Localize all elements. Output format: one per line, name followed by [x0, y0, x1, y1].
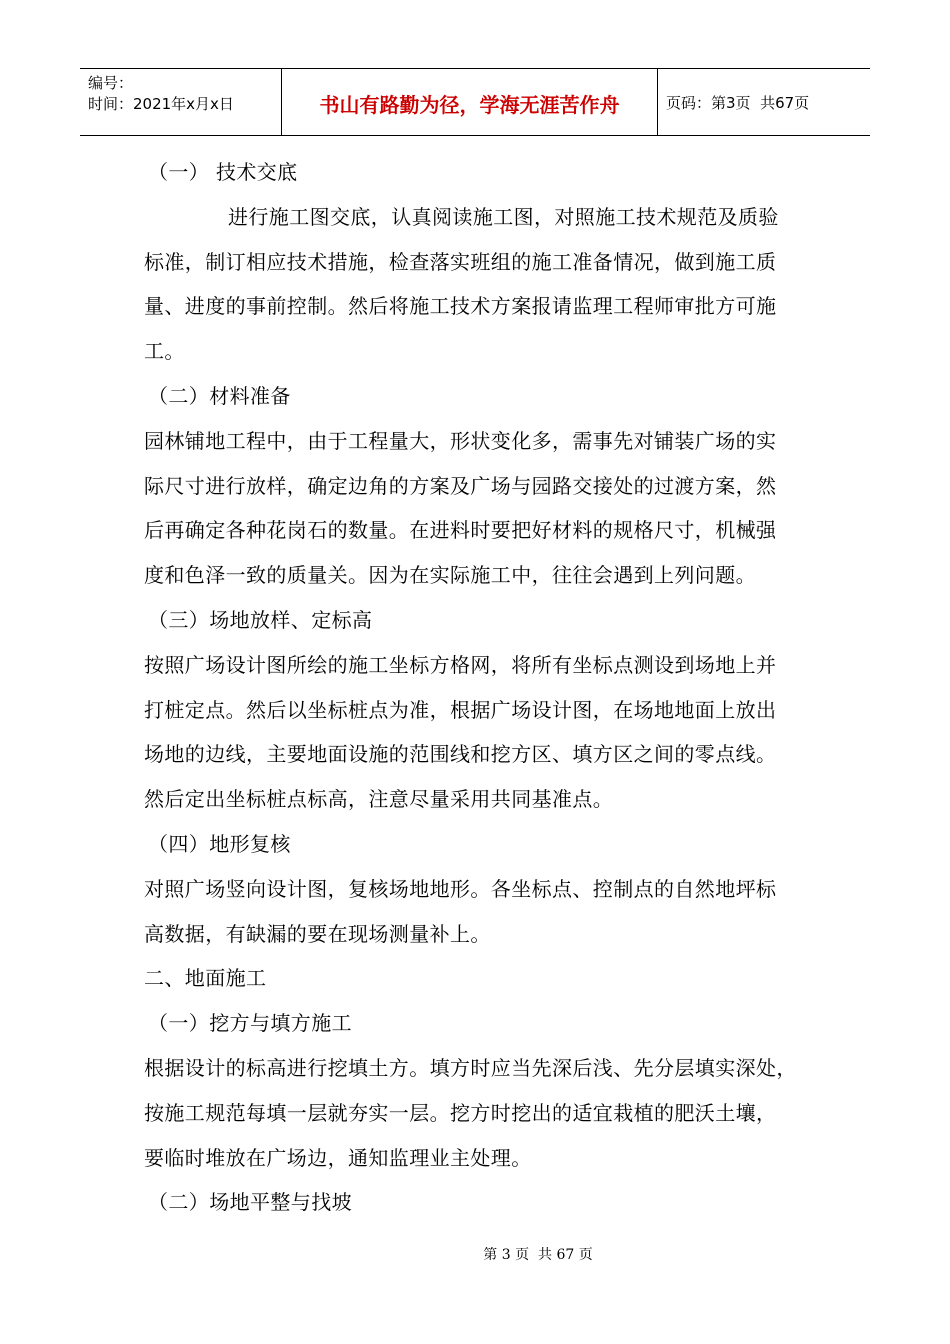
- section-heading: （四）地形复核: [148, 831, 291, 856]
- paragraph-line: 要临时堆放在广场边，通知监理业主处理。: [144, 1145, 532, 1170]
- document-header: [80, 68, 870, 136]
- paragraph-line: 高数据，有缺漏的要在现场测量补上。: [144, 921, 491, 946]
- footer-page-number: 第 3 页 共 67 页: [483, 1247, 593, 1263]
- paragraph-line: 进行施工图交底，认真阅读施工图，对照施工技术规范及质验: [228, 204, 779, 229]
- paragraph-line: 然后定出坐标桩点标高，注意尽量采用共同基准点。: [144, 787, 614, 812]
- paragraph-line: 度和色泽一致的质量关。因为在实际施工中，往往会遇到上列问题。: [144, 563, 756, 588]
- paragraph-line: 对照广场竖向设计图，复核场地地形。各坐标点、控制点的自然地坪标: [144, 876, 777, 901]
- code-label: 编号：: [88, 74, 134, 92]
- paragraph-line: 量、进度的事前控制。然后将施工技术方案报请监理工程师审批方可施: [144, 294, 777, 319]
- paragraph-line: 按施工规范每填一层就夯实一层。挖方时挖出的适宜栽植的肥沃土壤，: [144, 1100, 777, 1125]
- paragraph-line: 际尺寸进行放样，确定边角的方案及广场与园路交接处的过渡方案，然: [144, 473, 777, 498]
- header-meta-cell: [80, 69, 282, 135]
- paragraph-line: 园林铺地工程中，由于工程量大，形状变化多，需事先对铺装广场的实: [144, 428, 777, 453]
- paragraph-line: 二、地面施工: [144, 966, 267, 991]
- time-label: 时间：2021年x月x日: [88, 95, 234, 113]
- paragraph-line: 工。: [144, 339, 185, 364]
- paragraph-line: 标准，制订相应技术措施，检查落实班组的施工准备情况，做到施工质: [144, 249, 777, 274]
- section-heading: （一）挖方与填方施工: [148, 1011, 352, 1036]
- page-label: 页码：第3页 共67页: [666, 93, 810, 112]
- section-heading: （二）材料准备: [148, 383, 291, 408]
- section-heading: （三）场地放样、定标高: [148, 607, 373, 632]
- header-motto-cell: [282, 69, 658, 135]
- section-heading: （二）场地平整与找坡: [148, 1190, 352, 1215]
- page-footer: [0, 1244, 950, 1264]
- header-page-cell: [658, 69, 870, 135]
- paragraph-line: 场地的边线，主要地面设施的范围线和挖方区、填方区之间的零点线。: [144, 742, 777, 767]
- document-body: [144, 150, 824, 1225]
- paragraph-line: 按照广场设计图所绘的施工坐标方格网，将所有坐标点测设到场地上并: [144, 652, 777, 677]
- paragraph-line: 打桩定点。然后以坐标桩点为准，根据广场设计图，在场地地面上放出: [144, 697, 777, 722]
- paragraph-line: 后再确定各种花岗石的数量。在进料时要把好材料的规格尺寸，机械强: [144, 518, 777, 543]
- motto-text: 书山有路勤为径，学海无涯苦作舟: [319, 92, 620, 117]
- section-heading: （一） 技术交底: [148, 160, 298, 184]
- paragraph-line: 根据设计的标高进行挖填土方。填方时应当先深后浅、先分层填实深处，: [144, 1055, 797, 1080]
